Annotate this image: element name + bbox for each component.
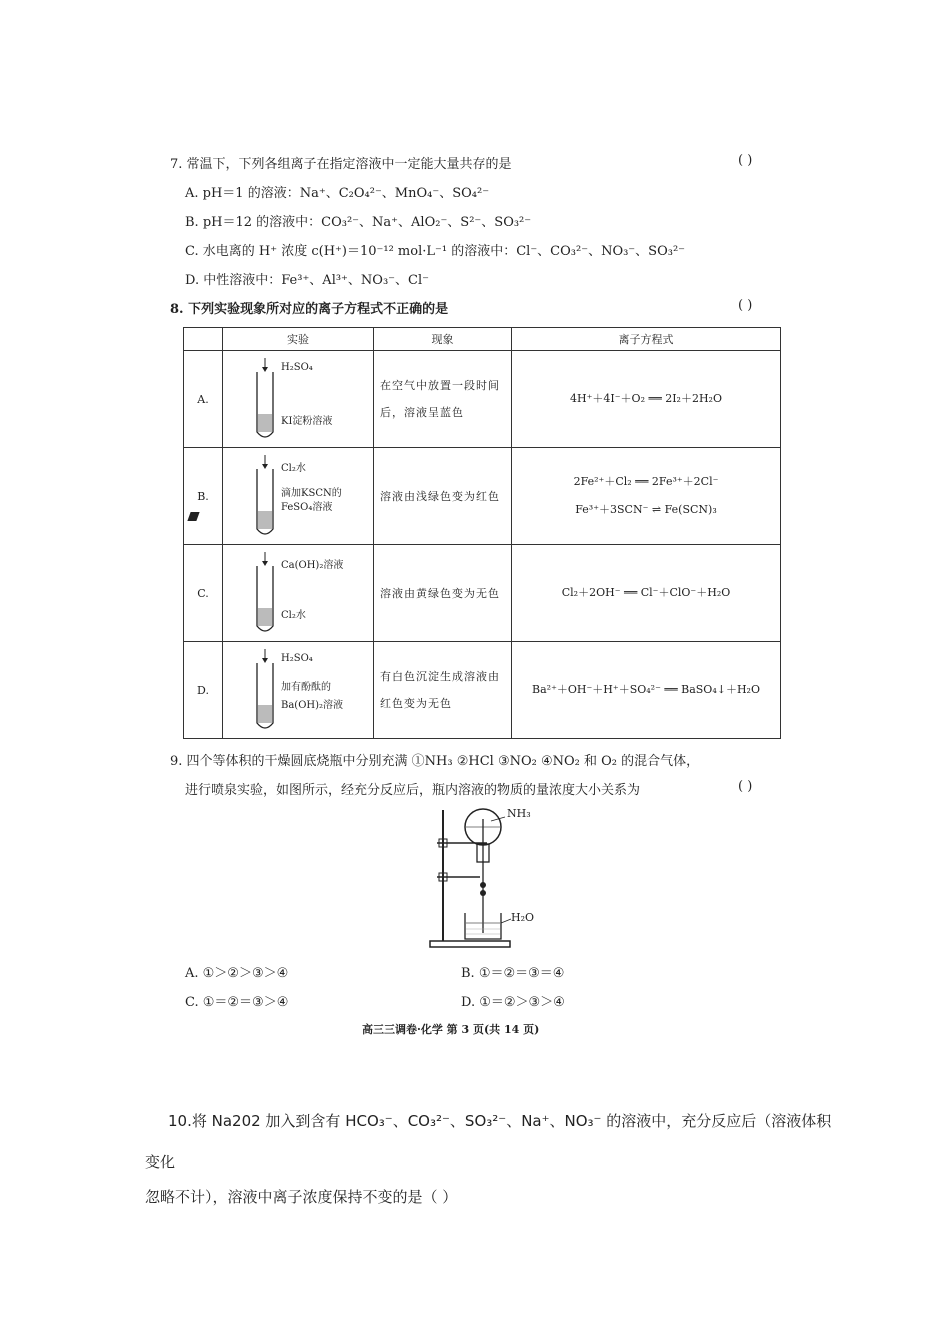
q7-option-a: A. pH＝1 的溶液：Na⁺、C₂O₄²⁻、MnO₄⁻、SO₄²⁻ bbox=[185, 186, 490, 201]
tube-top-label: H₂SO₄ bbox=[281, 653, 313, 664]
row-label: A. bbox=[184, 351, 223, 448]
header-phenomenon: 现象 bbox=[374, 328, 512, 351]
q10-line1: 10.将 Na202 加入到含有 HCO₃⁻、CO₃²⁻、SO₃²⁻、Na⁺、NO₃⁻ 的溶液中，充分反应后（溶液体积 bbox=[168, 1112, 832, 1130]
table-row-d bbox=[184, 642, 781, 739]
fig-nh3-label: NH₃ bbox=[507, 807, 531, 820]
header-experiment: 实验 bbox=[223, 328, 374, 351]
row-label: D. bbox=[184, 642, 223, 739]
equation-cell bbox=[512, 351, 781, 448]
q10-line2: 变化 bbox=[145, 1153, 176, 1171]
header-equation: 离子方程式 bbox=[512, 328, 781, 351]
q10-line3: 忽略不计），溶液中离子浓度保持不变的是（ ） bbox=[145, 1188, 458, 1206]
q9-stem-line2: 进行喷泉实验，如图所示，经充分反应后，瓶内溶液的物质的量浓度大小关系为 bbox=[185, 783, 641, 798]
test-tube-icon bbox=[253, 649, 277, 733]
q9-stem-line1: 9. 四个等体积的干燥圆底烧瓶中分别充满 ①NH₃ ②HCl ③NO₂ ④NO₂ 和 O₂ 的混合气体， bbox=[170, 754, 700, 769]
table-row-b bbox=[184, 448, 781, 545]
q8-answer-paren: ( ) bbox=[738, 298, 753, 313]
q9-option-b: B. ①＝②＝③＝④ bbox=[461, 966, 565, 981]
table-row-a bbox=[184, 351, 781, 448]
page-footer: 高三三调卷·化学 第 3 页(共 14 页) bbox=[362, 1023, 540, 1036]
test-tube-figure bbox=[223, 642, 374, 739]
fig-h2o-label: H₂O bbox=[511, 911, 535, 924]
phenomenon-cell: 溶液由浅绿色变为红色 bbox=[374, 448, 512, 545]
equation-line: Cl₂＋2OH⁻ ══ Cl⁻＋ClO⁻＋H₂O bbox=[561, 586, 731, 599]
q9-option-c: C. ①＝②＝③＞④ bbox=[185, 995, 289, 1010]
equation-line: Ba²⁺＋OH⁻＋H⁺＋SO₄²⁻ ══ BaSO₄↓＋H₂O bbox=[532, 683, 760, 696]
tube-top-label: Ca(OH)₂溶液 bbox=[281, 560, 344, 571]
tube-top-label: H₂SO₄ bbox=[281, 362, 313, 373]
experiment-table bbox=[183, 327, 781, 739]
test-tube-figure bbox=[223, 448, 374, 545]
test-tube-icon bbox=[253, 455, 277, 539]
q9-option-a: A. ①＞②＞③＞④ bbox=[185, 966, 289, 981]
row-label: B. bbox=[184, 448, 223, 545]
test-tube-figure bbox=[223, 351, 374, 448]
phenomenon-cell: 溶液由黄绿色变为无色 bbox=[374, 545, 512, 642]
equation-cell bbox=[512, 545, 781, 642]
q7-stem: 7. 常温下，下列各组离子在指定溶液中一定能大量共存的是 bbox=[170, 157, 512, 172]
phenomenon-cell: 有白色沉淀生成溶液由红色变为无色 bbox=[374, 642, 512, 739]
q7-answer-paren: ( ) bbox=[738, 153, 753, 168]
tube-bottom-label: 加有酚酞的Ba(OH)₂溶液 bbox=[281, 682, 344, 711]
fountain-apparatus-icon bbox=[425, 805, 575, 955]
test-tube-figure bbox=[223, 545, 374, 642]
equation-line: 2Fe²⁺＋Cl₂ ══ 2Fe³⁺＋2Cl⁻ bbox=[573, 475, 719, 488]
equation-cell bbox=[512, 642, 781, 739]
header-blank bbox=[184, 328, 223, 351]
table-row-c bbox=[184, 545, 781, 642]
test-tube-icon bbox=[253, 358, 277, 442]
q9-answer-paren: ( ) bbox=[738, 779, 753, 794]
test-tube-icon bbox=[253, 552, 277, 636]
phenomenon-cell: 在空气中放置一段时间后，溶液呈蓝色 bbox=[374, 351, 512, 448]
q8-stem: 8. 下列实验现象所对应的离子方程式不正确的是 bbox=[170, 302, 449, 317]
tube-bottom-label: KI淀粉溶液 bbox=[281, 416, 333, 427]
equation-cell bbox=[512, 448, 781, 545]
fountain-apparatus-figure bbox=[425, 805, 575, 955]
tube-bottom-label: 滴加KSCN的FeSO₄溶液 bbox=[281, 488, 342, 513]
q9-option-d: D. ①＝②＞③＞④ bbox=[461, 995, 565, 1010]
row-label: C. bbox=[184, 545, 223, 642]
table-header-row bbox=[184, 328, 781, 351]
equation-line: Fe³⁺＋3SCN⁻ ⇌ Fe(SCN)₃ bbox=[575, 503, 717, 516]
q7-option-b: B. pH＝12 的溶液中：CO₃²⁻、Na⁺、AlO₂⁻、S²⁻、SO₃²⁻ bbox=[185, 215, 532, 230]
equation-line: 4H⁺＋4I⁻＋O₂ ══ 2I₂＋2H₂O bbox=[570, 392, 722, 405]
q7-option-d: D. 中性溶液中：Fe³⁺、Al³⁺、NO₃⁻、Cl⁻ bbox=[185, 273, 429, 288]
tube-top-label: Cl₂水 bbox=[281, 463, 306, 474]
tube-bottom-label: Cl₂水 bbox=[281, 610, 306, 621]
q7-option-c: C. 水电离的 H⁺ 浓度 c(H⁺)＝10⁻¹² mol·L⁻¹ 的溶液中：Cl⁻、CO₃²⁻、NO₃⁻、SO₃²⁻ bbox=[185, 244, 686, 259]
